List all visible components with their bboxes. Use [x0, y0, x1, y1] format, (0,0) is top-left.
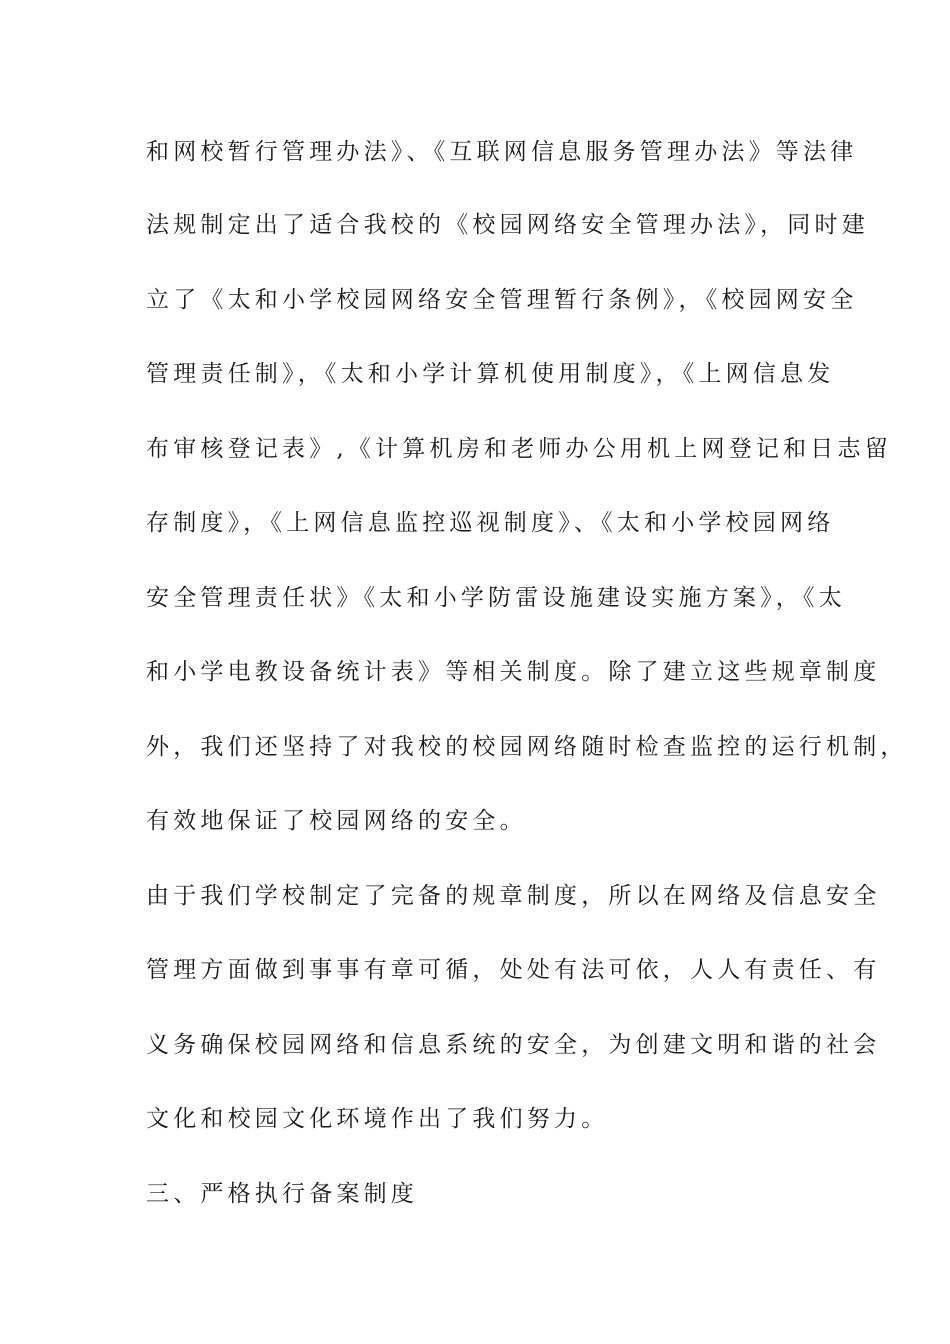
paragraph-1-line-7: 安全管理责任状》《太和小学防雷设施建设实施方案》，《太 [146, 585, 846, 611]
paragraph-1-line-3: 立了《太和小学校园网络安全管理暂行条例》，《校园网安全 [146, 287, 858, 313]
paragraph-1-line-4: 管理责任制》，《太和小学计算机使用制度》，《上网信息发 [146, 361, 835, 387]
paragraph-1-line-10: 有效地保证了校园网络的安全。 [146, 808, 527, 834]
paragraph-2-line-4: 文化和校园文化环境作出了我们努力。 [146, 1106, 609, 1132]
paragraph-2-line-3: 义务确保校园网络和信息系统的安全，为创建文明和谐的社会 [146, 1032, 881, 1058]
paragraph-1-line-2: 法规制定出了适合我校的《校园网络安全管理办法》，同时建 [146, 212, 869, 238]
section-heading: 三、严格执行备案制度 [146, 1181, 418, 1207]
paragraph-1-line-5: 布审核登记表》,《计算机房和老师办公用机上网登记和日志留 [146, 436, 892, 462]
paragraph-2-line-2: 管理方面做到事事有章可循，处处有法可依，人人有责任、有 [146, 957, 881, 983]
paragraph-1-line-9: 外，我们还坚持了对我校的校园网络随时检查监控的运行机制， [146, 734, 908, 760]
paragraph-1-line-6: 存制度》，《上网信息监控巡视制度》、《太和小学校园网络 [146, 510, 835, 536]
paragraph-2-line-1: 由于我们学校制定了完备的规章制度，所以在网络及信息安全 [146, 883, 881, 909]
paragraph-1-line-1: 和网校暂行管理办法》、《互联网信息服务管理办法》等法律 [146, 139, 858, 165]
paragraph-1-line-8: 和小学电教设备统计表》等相关制度。除了建立这些规章制度 [146, 659, 881, 685]
